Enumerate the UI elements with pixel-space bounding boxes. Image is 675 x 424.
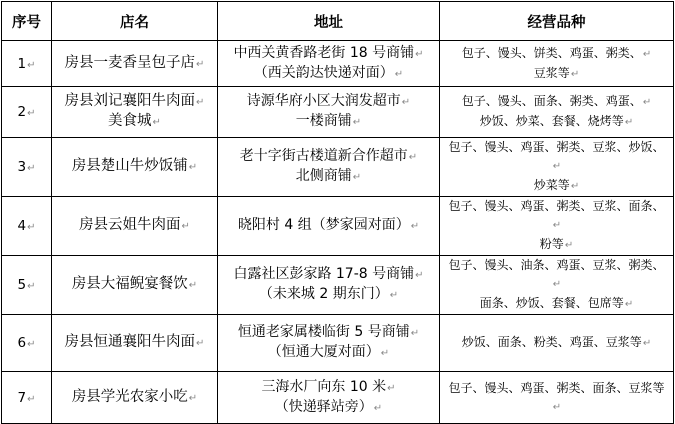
paragraph-mark-icon: [390, 290, 398, 301]
cell-line: 包子、馒头、鸡蛋、粥类、面条、豆浆等: [448, 380, 665, 395]
cell-items: [440, 138, 674, 197]
cell-line: 房县一麦香呈包子店: [64, 54, 196, 71]
cell-line: 5: [17, 277, 27, 293]
cell-address: [218, 315, 440, 372]
cell-line: （恒通大厦对面）: [267, 344, 380, 360]
paragraph-mark-icon: [395, 69, 403, 80]
paragraph-mark-icon: [27, 281, 35, 292]
table-row: [2, 197, 674, 256]
paragraph-mark-icon: [643, 97, 651, 108]
paragraph-mark-icon: [625, 299, 633, 310]
cell-line: 包子、馒头、鸡蛋、粥类、豆浆、面条、: [448, 199, 665, 213]
cell-seq: [2, 197, 52, 256]
paragraph-mark-icon: [571, 69, 579, 80]
paragraph-mark-icon: [153, 117, 161, 128]
cell-seq: [2, 372, 52, 424]
cell-seq: [2, 41, 52, 87]
cell-line: （西关韵达快递对面）: [253, 64, 394, 81]
cell-address: [218, 41, 440, 87]
table-row: [2, 87, 674, 138]
cell-items: [440, 41, 674, 87]
cell-line: 房县刘记襄阳牛肉面: [64, 93, 196, 109]
table-row: [2, 256, 674, 315]
paragraph-mark-icon: [402, 97, 410, 108]
cell-line: 1: [17, 55, 27, 72]
header-row: [2, 2, 674, 41]
cell-line: 包子、馒头、饼类、鸡蛋、粥类、: [461, 45, 642, 60]
cell-line: 老十字街古楼道新合作超市: [239, 148, 408, 164]
cell-line: 6: [17, 335, 27, 351]
cell-items: [440, 315, 674, 372]
cell-line: 包子、馒头、面条、粥类、鸡蛋、: [461, 94, 642, 108]
table-row: [2, 315, 674, 372]
paragraph-mark-icon: [409, 152, 417, 163]
cell-seq: [2, 87, 52, 138]
cell-line: 粉等: [539, 237, 564, 251]
cell-line: （快递驿站旁）: [274, 398, 373, 415]
paragraph-mark-icon: [415, 49, 423, 60]
paragraph-mark-icon: [381, 348, 389, 359]
cell-line: 美食城: [108, 113, 152, 129]
cell-line: 豆浆等: [533, 65, 570, 80]
cell-line: 炒饭、炒菜、套餐、烧烤等: [479, 114, 624, 128]
cell-line: 北侧商铺: [295, 168, 352, 184]
cell-line: 白露社区彭家路 17-8 号商铺: [233, 266, 415, 282]
paragraph-mark-icon: [27, 339, 35, 350]
header-seq: 序号: [2, 2, 52, 41]
cell-line: 诗源华府小区大润发超市: [246, 93, 401, 109]
paragraph-mark-icon: [374, 403, 382, 414]
cell-line: 恒通老家属楼临街 5 号商铺: [237, 324, 410, 340]
paragraph-mark-icon: [553, 279, 561, 290]
cell-line: 房县恒通襄阳牛肉面: [64, 334, 196, 350]
paragraph-mark-icon: [387, 383, 395, 394]
cell-line: 房县云姐牛肉面: [79, 217, 181, 233]
paragraph-mark-icon: [196, 59, 204, 70]
paragraph-mark-icon: [196, 338, 204, 349]
cell-name: [52, 138, 218, 197]
paragraph-mark-icon: [553, 161, 561, 172]
cell-line: 面条、炒饭、套餐、包席等: [479, 296, 624, 310]
paragraph-mark-icon: [189, 393, 197, 404]
paragraph-mark-icon: [27, 222, 35, 233]
cell-line: 房县大福鲵宴餐饮: [71, 276, 188, 292]
paragraph-mark-icon: [415, 270, 423, 281]
cell-line: 一楼商铺: [295, 113, 352, 129]
paragraph-mark-icon: [353, 117, 361, 128]
cell-name: [52, 41, 218, 87]
paragraph-mark-icon: [625, 117, 633, 128]
cell-line: 7: [17, 389, 27, 406]
table-row: [2, 138, 674, 197]
cell-name: [52, 372, 218, 424]
paragraph-mark-icon: [27, 394, 35, 405]
cell-address: [218, 256, 440, 315]
header-name: 店名: [52, 2, 218, 41]
paragraph-mark-icon: [553, 402, 561, 413]
cell-items: [440, 256, 674, 315]
cell-items: [440, 372, 674, 424]
paragraph-mark-icon: [189, 162, 197, 173]
header-items: 经营品种: [440, 2, 674, 41]
cell-line: 房县楚山牛炒饭铺: [71, 158, 188, 174]
paragraph-mark-icon: [27, 60, 35, 71]
shop-table: [1, 1, 674, 424]
cell-line: （未来城 2 期东门）: [258, 286, 389, 302]
cell-address: [218, 87, 440, 138]
paragraph-mark-icon: [353, 172, 361, 183]
paragraph-mark-icon: [411, 328, 419, 339]
cell-name: [52, 197, 218, 256]
cell-line: 炒菜等: [533, 178, 570, 192]
cell-line: 包子、馒头、油条、鸡蛋、豆浆、粥类、: [448, 258, 665, 272]
paragraph-mark-icon: [27, 163, 35, 174]
cell-seq: [2, 315, 52, 372]
table-row: [2, 41, 674, 87]
cell-address: [218, 138, 440, 197]
cell-seq: [2, 138, 52, 197]
cell-line: 2: [17, 104, 27, 120]
paragraph-mark-icon: [643, 338, 651, 349]
paragraph-mark-icon: [411, 221, 419, 232]
cell-address: [218, 197, 440, 256]
paragraph-mark-icon: [189, 280, 197, 291]
cell-line: 包子、馒头、鸡蛋、粥类、豆浆、炒饭、: [448, 140, 665, 154]
paragraph-mark-icon: [27, 108, 35, 119]
cell-line: 炒饭、面条、粉类、鸡蛋、豆浆等: [461, 335, 642, 349]
cell-address: [218, 372, 440, 424]
cell-line: 中西关黄香路老街 18 号商铺: [233, 44, 415, 61]
cell-name: [52, 87, 218, 138]
cell-items: [440, 87, 674, 138]
cell-line: 3: [17, 159, 27, 175]
cell-items: [440, 197, 674, 256]
cell-name: [52, 315, 218, 372]
cell-seq: [2, 256, 52, 315]
header-address: 地址: [218, 2, 440, 41]
cell-line: 晓阳村 4 组（梦家园对面）: [237, 217, 410, 233]
table-row: [2, 372, 674, 424]
cell-line: 4: [17, 218, 27, 234]
paragraph-mark-icon: [565, 240, 573, 251]
cell-name: [52, 256, 218, 315]
paragraph-mark-icon: [643, 49, 651, 60]
paragraph-mark-icon: [196, 97, 204, 108]
paragraph-mark-icon: [571, 181, 579, 192]
cell-line: 房县学光农家小吃: [71, 388, 188, 405]
cell-line: 三海水厂向东 10 米: [261, 378, 387, 395]
paragraph-mark-icon: [182, 221, 190, 232]
paragraph-mark-icon: [553, 220, 561, 231]
